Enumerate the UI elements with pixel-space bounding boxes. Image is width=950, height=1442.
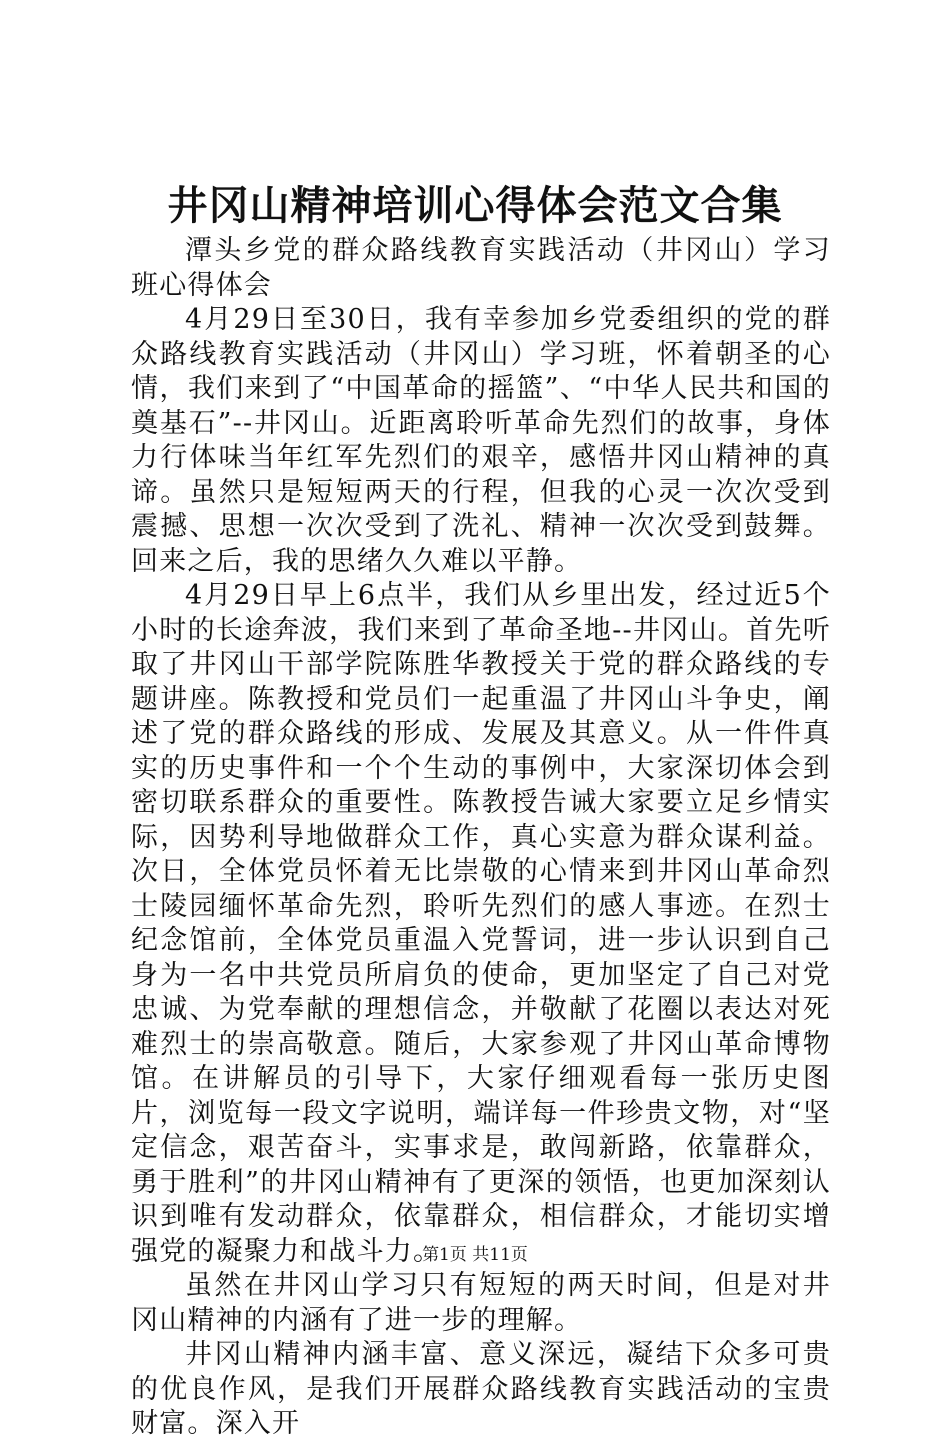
paragraph: 虽然在井冈山学习只有短短的两天时间，但是对井冈山精神的内涵有了进一步的理解。 [131, 1270, 831, 1336]
paragraph-heading: 潭头乡党的群众路线教育实践活动（井冈山）学习班心得体会 [131, 235, 831, 301]
paragraph: 4月29日早上6点半，我们从乡里出发，经过近5个小时的长途奔波，我们来到了革命圣地--井冈山。首先听取了井冈山干部学院陈胜华教授关于党的群众路线的专题讲座。陈教授和党员们一起重温了井冈山斗争史，阐述了党的群众路线的形成、发展及其意义。从一件件真实的历史事件和一个个生动的事例中，大家深切体会到密切联系群众的重要性。陈教授告诫大家要立足乡情实际，因势利导地做群众工作，真心实意为群众谋利益。次日，全体党员怀着无比崇敬的心情来到井冈山革命烈士陵园缅怀革命先烈，聆听先烈们的感人事迹。在烈士纪念馆前，全体党员重温入党誓词，进一步认识到自己身为一名中共党员所肩负的使命，更加坚定了自己对党忠诚、为党奉献的理想信念，并敬献了花圈以表达对死难烈士的崇高敬意。随后，大家参观了井冈山革命博物馆。在讲解员的引导下，大家仔细观看每一张历史图片，浏览每一段文字说明，端详每一件珍贵文物，对“坚定信念，艰苦奋斗，实事求是，敢闯新路，依靠群众，勇于胜利”的井冈山精神有了更深的领悟，也更加深刻认识到唯有发动群众，依靠群众，相信群众，才能切实增强党的凝聚力和战斗力。 [131, 580, 831, 1267]
paragraph: 4月29日至30日，我有幸参加乡党委组织的党的群众路线教育实践活动（井冈山）学习班，怀着朝圣的心情，我们来到了“中国革命的摇篮”、“中华人民共和国的奠基石”--井冈山。近距离聆听革命先烈们的故事，身体力行体味当年红军先烈们的艰辛，感悟井冈山精神的真谛。虽然只是短短两天的行程，但我的心灵一次次受到震撼、思想一次次受到了洗礼、精神一次次受到鼓舞。回来之后，我的思绪久久难以平静。 [131, 304, 831, 577]
page-title: 井冈山精神培训心得体会范文合集 [167, 182, 783, 229]
page-number-footer: 第1页 共11页 [422, 1245, 528, 1265]
paragraph: 井冈山精神内涵丰富、意义深远，凝结下众多可贵的优良作风，是我们开展群众路线教育实践活动的宝贵财富。深入开 [131, 1339, 831, 1439]
